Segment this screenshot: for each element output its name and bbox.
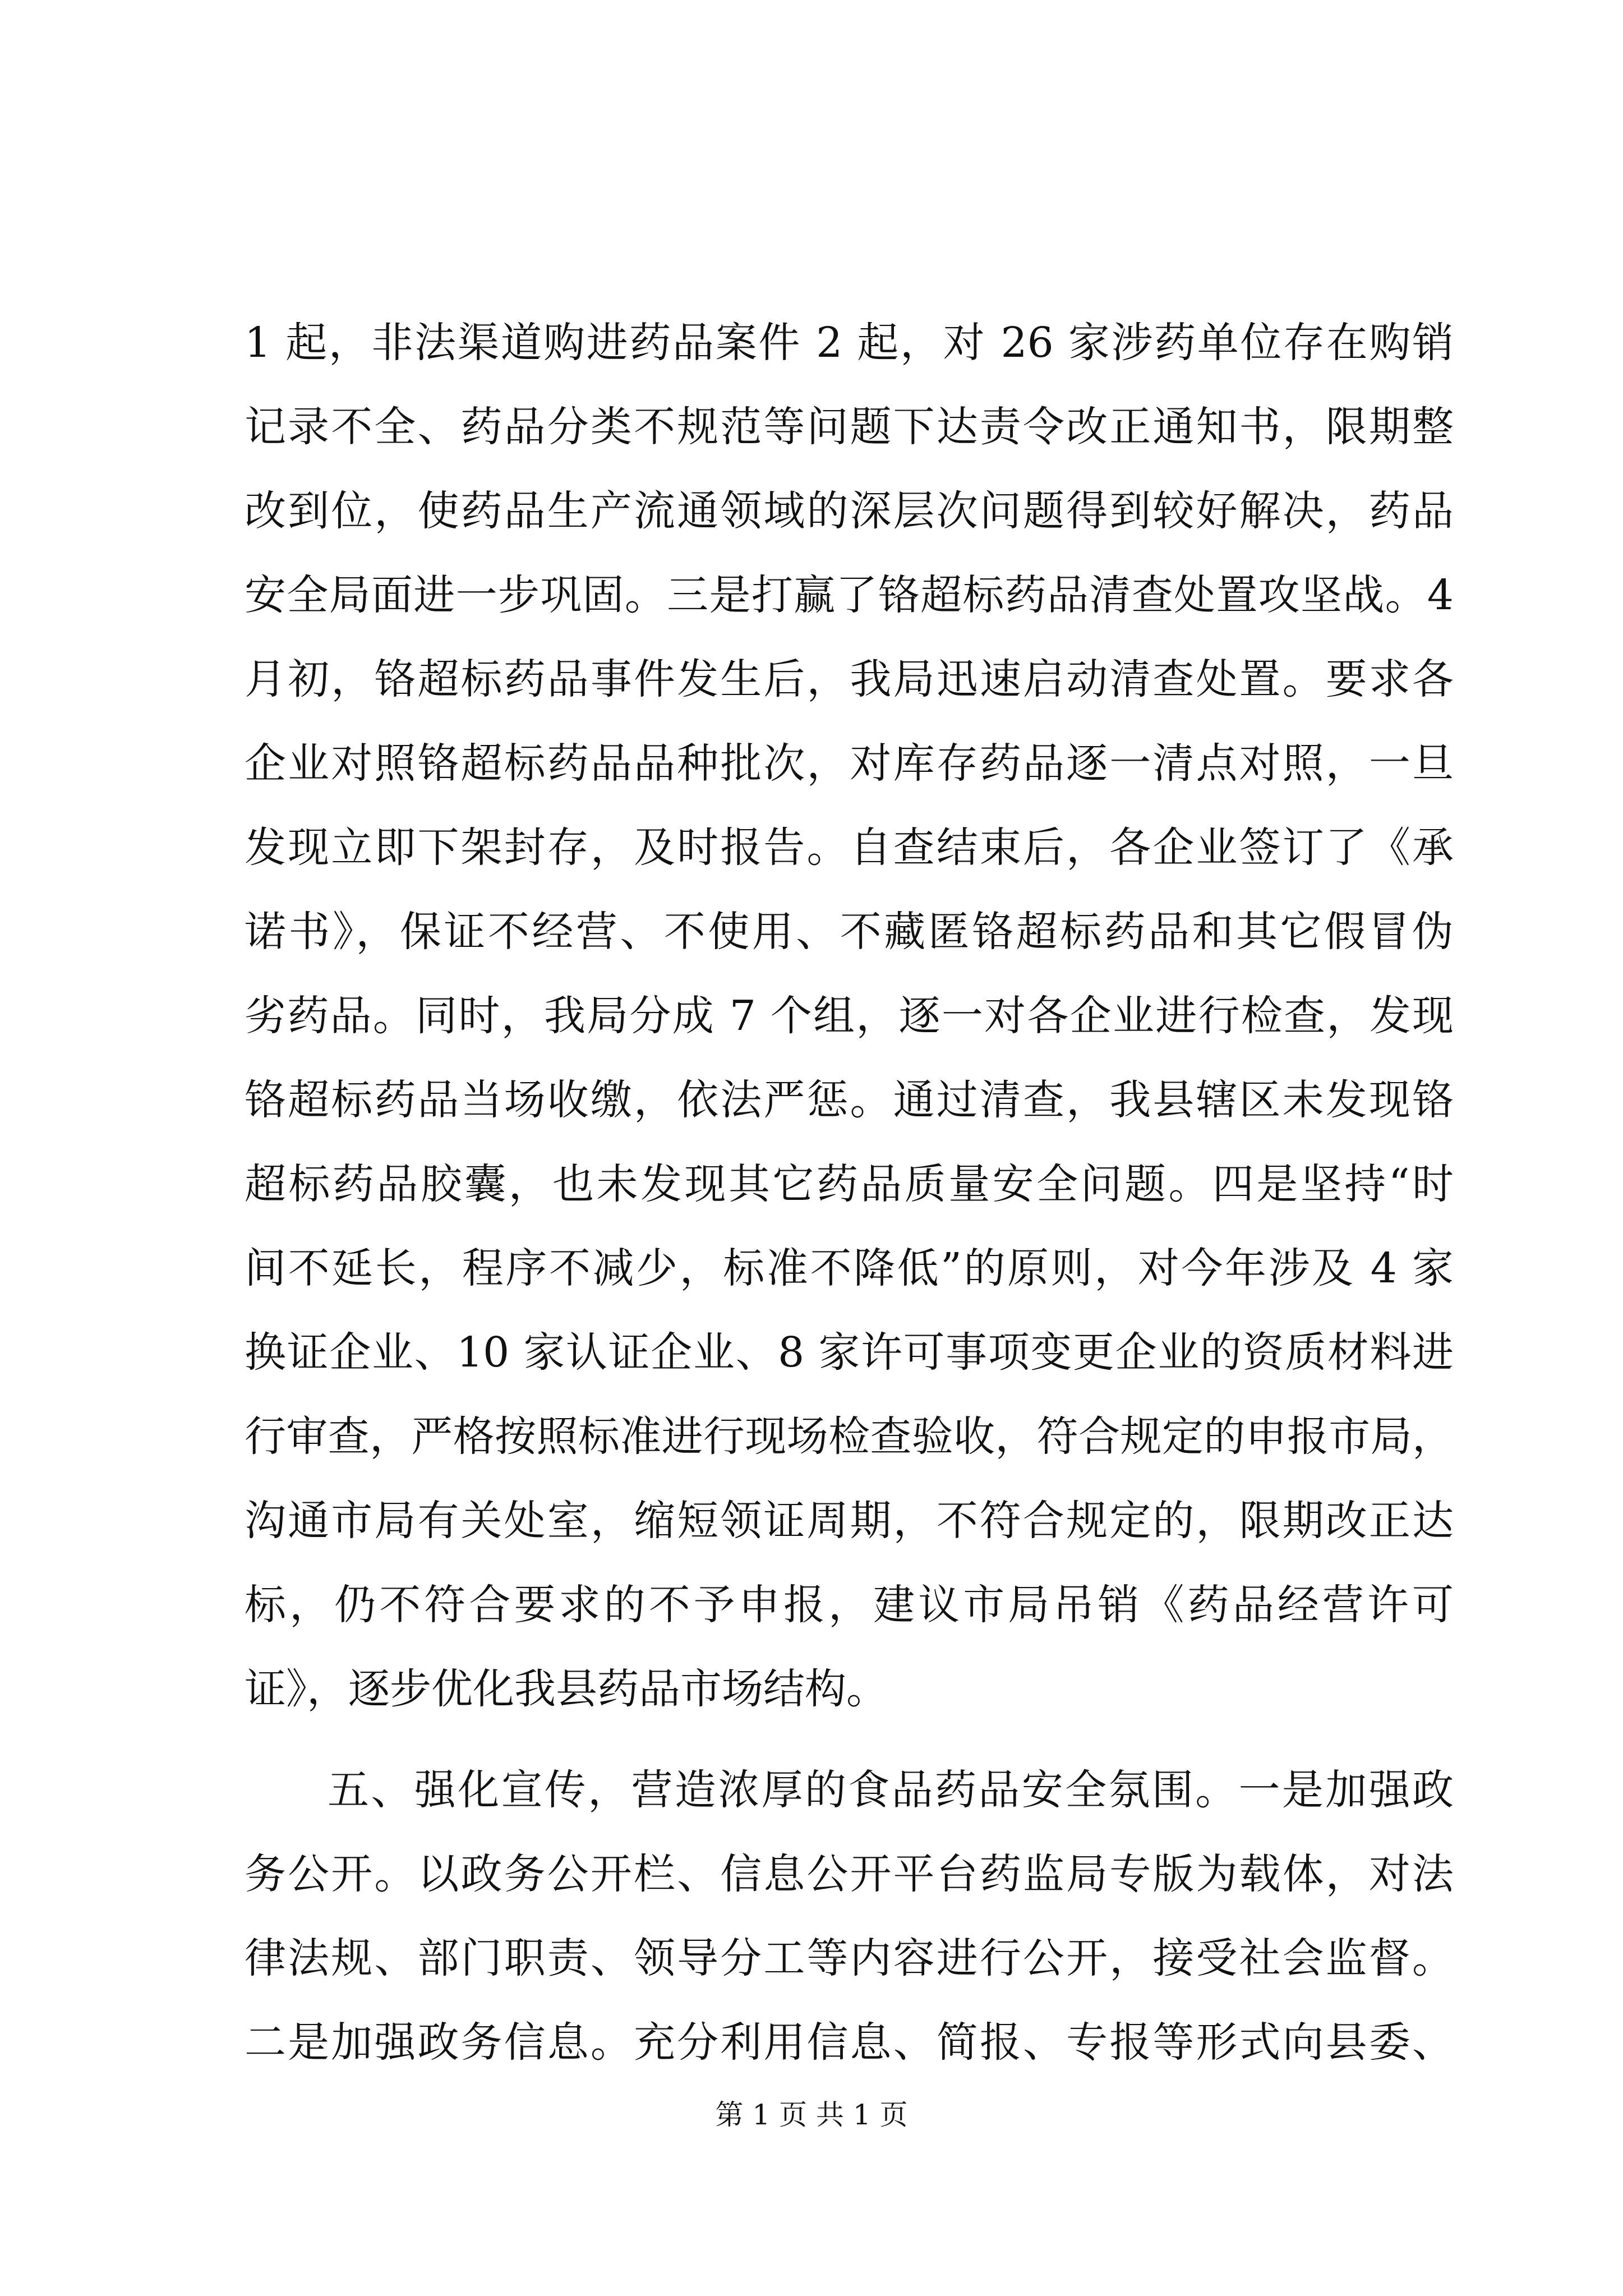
text-line: 铬超标药品当场收缴，依法严惩。通过清查，我县辖区未发现铬	[245, 1076, 1454, 1124]
paragraph-2	[245, 1748, 1454, 2085]
text-line: 发现立即下架封存，及时报告。自查结束后，各企业签订了《承	[245, 823, 1454, 872]
paragraph-gap	[245, 1731, 1454, 1748]
text-line: 企业对照铬超标药品品种批次，对库存药品逐一清点对照，一旦	[245, 739, 1454, 788]
text-line: 诺书》，保证不经营、不使用、不藏匿铬超标药品和其它假冒伪	[245, 908, 1454, 956]
document-body	[245, 301, 1454, 2085]
text-line: 月初，铬超标药品事件发生后，我局迅速启动清查处置。要求各	[245, 655, 1454, 703]
text-line: 沟通市局有关处室，缩短领证周期，不符合规定的，限期改正达	[245, 1497, 1454, 1545]
text-line: 律法规、部门职责、领导分工等内容进行公开，接受社会监督。	[245, 1934, 1454, 1982]
text-line: 间不延长，程序不减少，标准不降低”的原则，对今年涉及 4 家	[245, 1244, 1454, 1292]
text-line: 改到位，使药品生产流通领域的深层次问题得到较好解决，药品	[245, 487, 1454, 535]
text-line: 超标药品胶囊，也未发现其它药品质量安全问题。四是坚持“时	[245, 1160, 1454, 1208]
text-line: 五、强化宣传，营造浓厚的食品药品安全氛围。一是加强政	[328, 1766, 1454, 1814]
page-footer: 第 1 页 共 1 页	[715, 2099, 908, 2131]
text-line: 1 起，非法渠道购进药品案件 2 起，对 26 家涉药单位存在购销	[245, 319, 1454, 367]
paragraph-1	[245, 301, 1454, 1731]
text-line: 行审查，严格按照标准进行现场检查验收，符合规定的申报市局，	[245, 1412, 1454, 1461]
text-line: 标，仍不符合要求的不予申报，建议市局吊销《药品经营许可	[245, 1581, 1454, 1629]
text-line: 二是加强政务信息。充分利用信息、简报、专报等形式向县委、	[245, 2018, 1454, 2067]
text-line: 证》，逐步优化我县药品市场结构。	[245, 1665, 888, 1713]
text-line: 安全局面进一步巩固。三是打赢了铬超标药品清查处置攻坚战。4	[245, 571, 1454, 619]
text-line: 记录不全、药品分类不规范等问题下达责令改正通知书，限期整	[245, 403, 1454, 451]
text-line: 劣药品。同时，我局分成 7 个组，逐一对各企业进行检查，发现	[245, 992, 1454, 1040]
text-line: 务公开。以政务公开栏、信息公开平台药监局专版为载体，对法	[245, 1850, 1454, 1898]
text-line: 换证企业、10 家认证企业、8 家许可事项变更企业的资质材料进	[245, 1328, 1454, 1377]
